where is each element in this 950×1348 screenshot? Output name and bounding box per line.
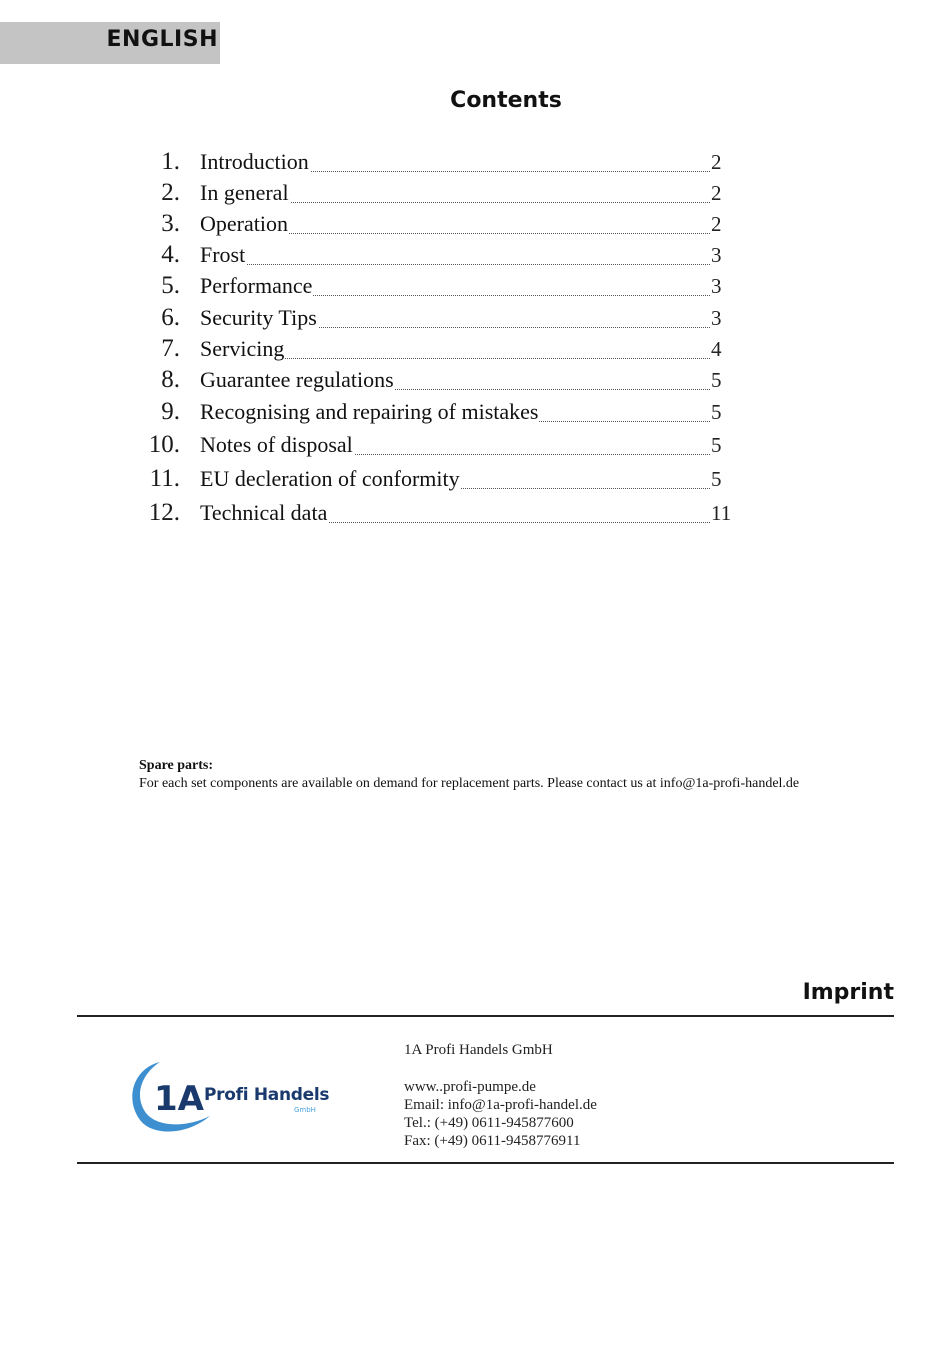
toc-entry-number: 7.: [161, 335, 180, 362]
spare-parts-title: Spare parts:: [139, 758, 214, 773]
toc-entry-label: Performance: [200, 271, 313, 301]
imprint-title: Imprint: [802, 980, 894, 1005]
toc-entry-page: 3: [711, 306, 722, 330]
toc-entry[interactable]: [0, 178, 950, 208]
toc-entry-page: 2: [711, 181, 722, 205]
toc-entry-number: 9.: [161, 398, 180, 425]
language-label: ENGLISH: [106, 27, 218, 52]
toc-entry-page: 5: [711, 433, 722, 457]
toc-entry-number: 1.: [161, 148, 180, 175]
website-link[interactable]: www..profi-pumpe.de: [404, 1079, 536, 1095]
toc-entry-number: 10.: [148, 431, 180, 458]
toc-entry[interactable]: [0, 464, 950, 494]
toc-entry-label: Recognising and repairing of mistakes: [200, 397, 539, 427]
toc-entry-label: Security Tips: [200, 303, 318, 333]
toc-entry[interactable]: [0, 430, 950, 460]
language-tab: [0, 22, 220, 64]
company-logo: [126, 1058, 336, 1138]
toc-entry-label: In general: [200, 178, 290, 208]
spare-parts-text: For each set components are available on demand for replacement parts. Please contact us at info@1a-profi-handel.de: [139, 776, 800, 791]
toc-entry-page: 11: [711, 501, 732, 525]
toc-entry[interactable]: [0, 271, 950, 301]
contact-details: [404, 1078, 597, 1150]
logo-swoosh-icon: [126, 1058, 216, 1138]
toc-entry-number: 5.: [161, 272, 180, 299]
company-name: 1A Profi Handels GmbH: [404, 1042, 553, 1058]
email-link[interactable]: Email: info@1a-profi-handel.de: [404, 1097, 597, 1113]
toc-entry[interactable]: [0, 240, 950, 270]
toc-entry-number: 8.: [161, 366, 180, 393]
toc-entry-page: 4: [711, 337, 722, 361]
toc-entry-label: Frost: [200, 240, 246, 270]
toc-entry-page: 5: [711, 467, 722, 491]
toc-leader-dots: [200, 264, 710, 265]
imprint-bottom-rule: [77, 1162, 894, 1164]
toc-entry-number: 12.: [148, 499, 180, 526]
toc-entry[interactable]: [0, 365, 950, 395]
toc-entry-number: 6.: [161, 304, 180, 331]
logo-mark-text: 1A: [154, 1079, 204, 1119]
toc-entry-label: Notes of disposal: [200, 430, 354, 460]
toc-entry-page: 5: [711, 400, 722, 424]
toc-entry-label: Guarantee regulations: [200, 365, 395, 395]
toc-entry[interactable]: [0, 334, 950, 364]
toc-entry[interactable]: [0, 303, 950, 333]
toc-entry[interactable]: [0, 498, 950, 528]
toc-entry[interactable]: [0, 147, 950, 177]
toc-entry-page: 3: [711, 243, 722, 267]
logo-sub: GmbH: [294, 1106, 316, 1114]
toc-entry-label: Servicing: [200, 334, 285, 364]
toc-entry-page: 5: [711, 368, 722, 392]
toc-entry-number: 4.: [161, 241, 180, 268]
toc-entry-page: 3: [711, 274, 722, 298]
telephone: Tel.: (+49) 0611-945877600: [404, 1115, 574, 1131]
toc-entry[interactable]: [0, 209, 950, 239]
toc-entry-label: Operation: [200, 209, 289, 239]
contents-title: Contents: [450, 88, 562, 113]
toc-entry-label: Introduction: [200, 147, 310, 177]
toc-entry-page: 2: [711, 212, 722, 236]
imprint-top-rule: [77, 1015, 894, 1017]
fax: Fax: (+49) 0611-9458776911: [404, 1133, 581, 1149]
logo-name: Profi Handels: [204, 1085, 330, 1105]
toc-entry-page: 2: [711, 150, 722, 174]
toc-entry[interactable]: [0, 397, 950, 427]
toc-entry-number: 11.: [149, 465, 180, 492]
toc-entry-label: EU decleration of conformity: [200, 464, 461, 494]
spare-parts-section: [139, 757, 939, 793]
toc-entry-label: Technical data: [200, 498, 328, 528]
toc-entry-number: 3.: [161, 210, 180, 237]
toc-entry-number: 2.: [161, 179, 180, 206]
